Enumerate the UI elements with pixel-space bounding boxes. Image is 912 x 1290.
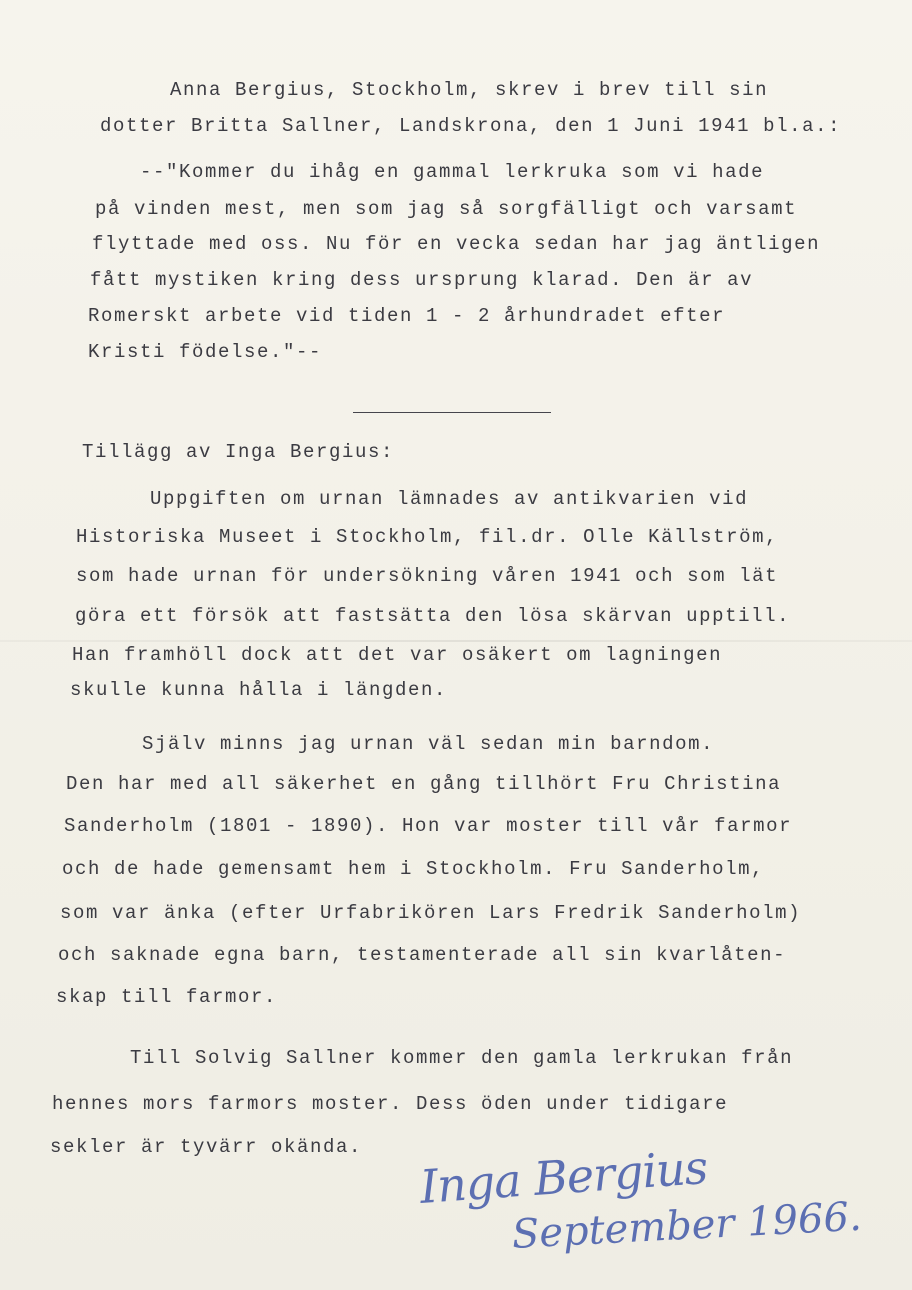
paragraph2-line-7: skap till farmor. bbox=[56, 986, 278, 1008]
quote-line-3: flyttade med oss. Nu för en vecka sedan har jag äntligen bbox=[92, 233, 821, 255]
paragraph1-line-2: Historiska Museet i Stockholm, fil.dr. Olle Källström, bbox=[76, 526, 779, 548]
paragraph1-line-6: skulle kunna hålla i längden. bbox=[70, 679, 448, 701]
paragraph3-line-3: sekler är tyvärr okända. bbox=[50, 1136, 363, 1158]
quote-line-5: Romerskt arbete vid tiden 1 - 2 århundradet efter bbox=[88, 305, 726, 327]
paper-fold bbox=[0, 640, 912, 642]
header-line-1: Anna Bergius, Stockholm, skrev i brev till sin bbox=[170, 79, 769, 101]
paragraph2-line-2: Den har med all säkerhet en gång tillhört Fru Christina bbox=[66, 773, 782, 795]
quote-line-6: Kristi födelse."-- bbox=[88, 341, 323, 363]
paragraph2-line-5: som var änka (efter Urfabrikören Lars Fredrik Sanderholm) bbox=[60, 902, 802, 924]
paragraph2-line-4: och de hade gemensamt hem i Stockholm. Fru Sanderholm, bbox=[62, 858, 765, 880]
paragraph1-line-4: göra ett försök att fastsätta den lösa skärvan upptill. bbox=[75, 605, 791, 627]
addendum-heading: Tillägg av Inga Bergius: bbox=[82, 441, 395, 463]
separator-rule bbox=[353, 412, 551, 413]
paragraph3-line-2: hennes mors farmors moster. Dess öden under tidigare bbox=[52, 1093, 729, 1115]
paragraph1-line-5: Han framhöll dock att det var osäkert om lagningen bbox=[72, 644, 723, 666]
paragraph2-line-6: och saknade egna barn, testamenterade all sin kvarlåten- bbox=[58, 944, 787, 966]
paragraph2-line-1: Själv minns jag urnan väl sedan min barndom. bbox=[142, 733, 715, 755]
signature-name: Inga Bergius bbox=[418, 1139, 709, 1214]
header-line-2: dotter Britta Sallner, Landskrona, den 1 Juni 1941 bl.a.: bbox=[100, 115, 842, 137]
paragraph1-line-1: Uppgiften om urnan lämnades av antikvarien vid bbox=[150, 488, 749, 510]
quote-line-4: fått mystiken kring dess ursprung klarad. Den är av bbox=[90, 269, 754, 291]
paragraph3-line-1: Till Solvig Sallner kommer den gamla lerkrukan från bbox=[130, 1047, 794, 1069]
signature-date: September 1966. bbox=[510, 1193, 863, 1258]
quote-line-1: --"Kommer du ihåg en gammal lerkruka som vi hade bbox=[140, 161, 765, 183]
paragraph1-line-3: som hade urnan för undersökning våren 1941 och som lät bbox=[76, 565, 779, 587]
quote-line-2: på vinden mest, men som jag så sorgfälligt och varsamt bbox=[95, 198, 798, 220]
paragraph2-line-3: Sanderholm (1801 - 1890). Hon var moster till vår farmor bbox=[64, 815, 793, 837]
